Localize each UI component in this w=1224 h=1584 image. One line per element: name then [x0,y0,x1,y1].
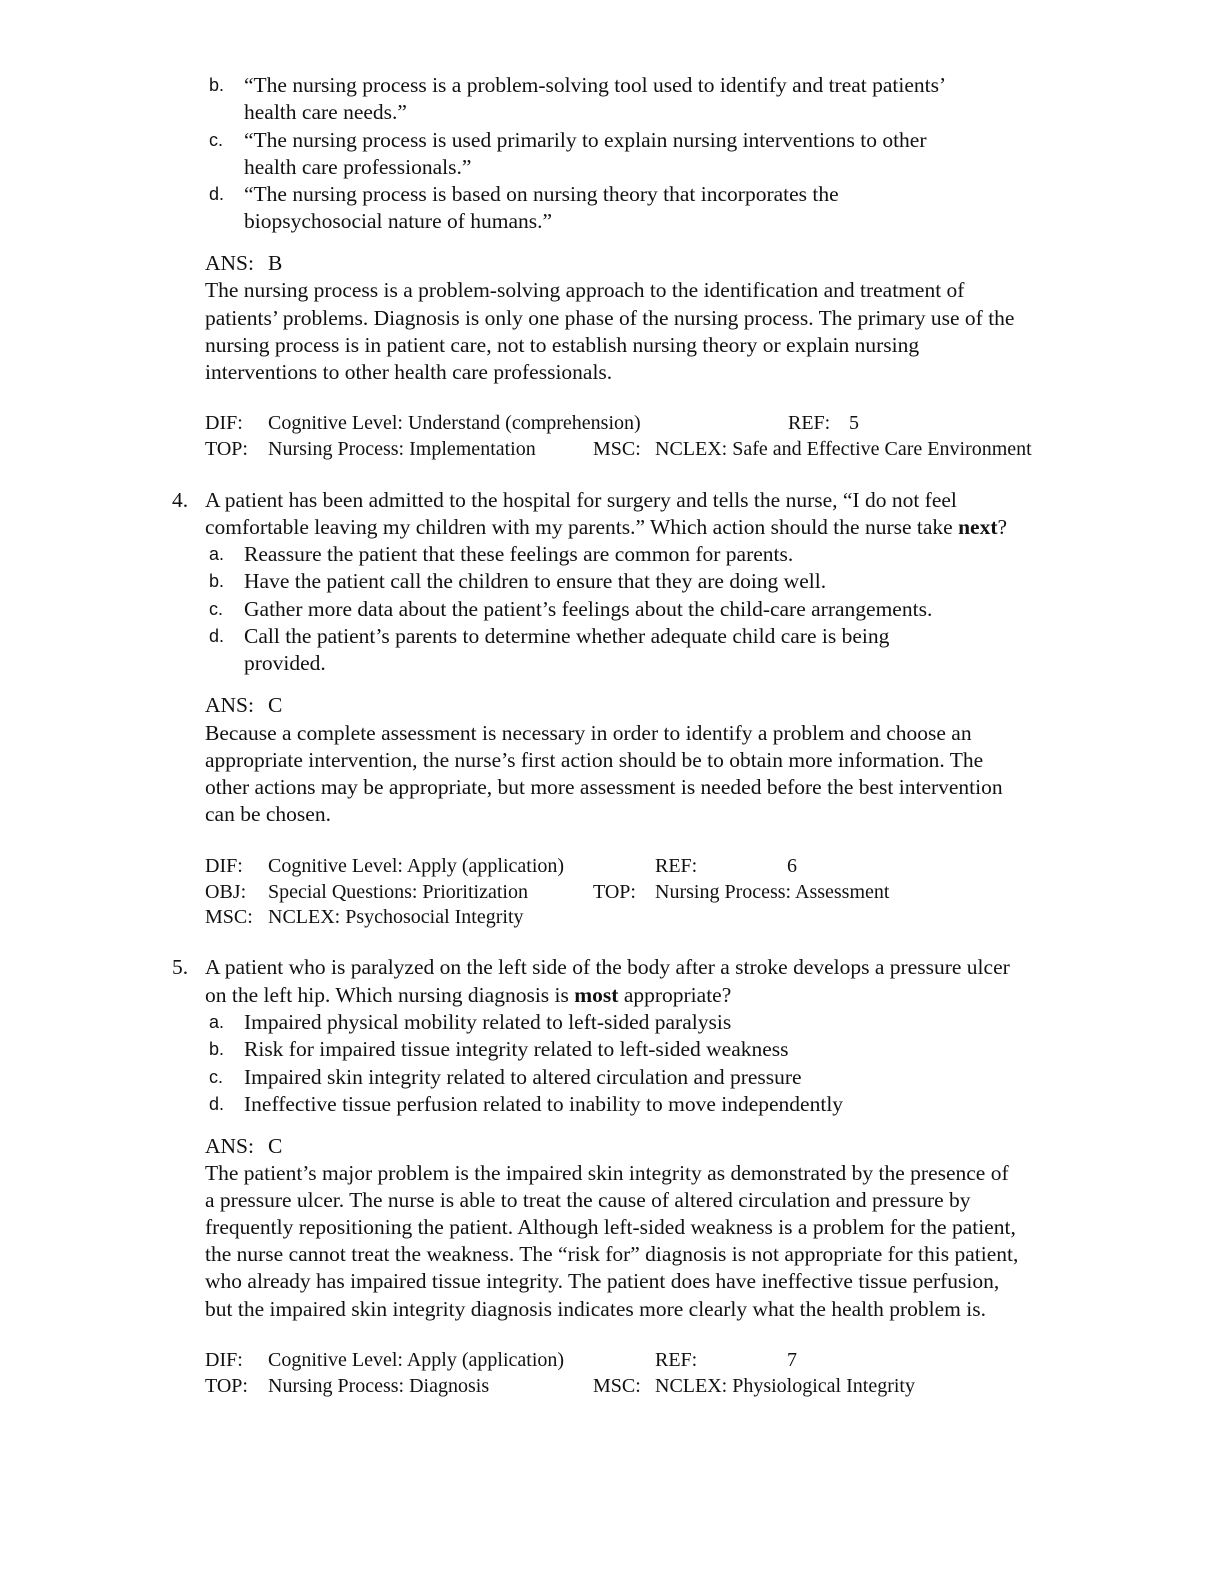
rationale-line: nursing process is in patient care, not to establish nursing theory or explain nursing [205,333,920,357]
question-stem-line: A patient has been admitted to the hospital for surgery and tells the nurse, “I do not feel [205,488,957,512]
option-letter: d. [209,184,225,204]
option-letter: b. [209,1039,225,1059]
msc-value: NCLEX: Psychosocial Integrity [268,906,524,928]
ref-value: 6 [787,855,797,877]
ref-label: REF: [655,1349,698,1371]
obj-label: OBJ: [205,881,247,903]
ref-value: 7 [787,1349,797,1371]
emphasis: next [958,515,998,539]
rationale-line: frequently repositioning the patient. Although left-sided weakness is a problem for the patient, [205,1215,1016,1239]
option-text-line: provided. [244,651,326,675]
msc-value: NCLEX: Safe and Effective Care Environment [655,438,1032,460]
top-value: Nursing Process: Assessment [655,881,890,903]
rationale-line: a pressure ulcer. The nurse is able to treat the cause of altered circulation and pressure by [205,1188,971,1212]
option-text-line: “The nursing process is a problem-solving tool used to identify and treat patients’ [244,73,947,97]
option-text-line: Gather more data about the patient’s feelings about the child-care arrangements. [244,597,933,621]
msc-label: MSC: [205,906,253,928]
rationale-line: other actions may be appropriate, but more assessment is needed before the best intervention [205,775,1003,799]
option-text-line: health care professionals.” [244,155,472,179]
dif-label: DIF: [205,1349,243,1371]
rationale-line: The nursing process is a problem-solving approach to the identification and treatment of [205,278,965,302]
msc-label: MSC: [593,1375,641,1397]
top-value: Nursing Process: Diagnosis [268,1375,490,1397]
option-text-line: Impaired skin integrity related to altered circulation and pressure [244,1065,802,1089]
top-label: TOP: [205,438,248,460]
answer-label: ANS: [205,693,254,717]
option-letter: b. [209,75,225,95]
option-letter: d. [209,626,225,646]
option-text-line: Ineffective tissue perfusion related to inability to move independently [244,1092,844,1116]
answer-value: C [268,693,283,717]
rationale-line: The patient’s major problem is the impaired skin integrity as demonstrated by the presence of [205,1161,1009,1185]
rationale-line: Because a complete assessment is necessary in order to identify a problem and choose an [205,721,972,745]
question-stem-line: on the left hip. Which nursing diagnosis is most appropriate? [205,983,732,1007]
rationale-line: interventions to other health care professionals. [205,360,613,384]
emphasis: most [574,983,619,1007]
dif-label: DIF: [205,412,243,434]
ref-label: REF: [788,412,831,434]
option-text-line: Risk for impaired tissue integrity related to left-sided weakness [244,1037,789,1061]
rationale-line: the nurse cannot treat the weakness. The “risk for” diagnosis is not appropriate for this patient, [205,1242,1019,1266]
option-text-line: “The nursing process is used primarily to explain nursing interventions to other [244,128,927,152]
dif-value: Cognitive Level: Understand (comprehension) [268,412,641,434]
rationale-line: who already has impaired tissue integrity. The patient does have ineffective tissue perfusion, [205,1269,1000,1293]
option-text-line: Reassure the patient that these feelings are common for parents. [244,542,794,566]
answer-value: B [268,251,283,275]
obj-value: Special Questions: Prioritization [268,881,528,903]
option-text-line: biopsychosocial nature of humans.” [244,209,553,233]
rationale-line: can be chosen. [205,802,331,826]
ref-value: 5 [849,412,859,434]
msc-value: NCLEX: Physiological Integrity [655,1375,915,1397]
rationale-line: patients’ problems. Diagnosis is only one phase of the nursing process. The primary use of the [205,306,1015,330]
dif-value: Cognitive Level: Apply (application) [268,855,565,877]
option-letter: d. [209,1094,225,1114]
option-letter: c. [209,1067,224,1087]
ref-label: REF: [655,855,698,877]
option-letter: a. [209,1012,225,1032]
option-text-line: Have the patient call the children to ensure that they are doing well. [244,569,827,593]
option-letter: c. [209,130,224,150]
question-number: 5. [172,955,189,979]
option-text-line: health care needs.” [244,100,407,124]
msc-label: MSC: [593,438,641,460]
dif-value: Cognitive Level: Apply (application) [268,1349,565,1371]
dif-label: DIF: [205,855,243,877]
top-label: TOP: [205,1375,248,1397]
question-number: 4. [172,488,189,512]
question-stem-line: comfortable leaving my children with my parents.” Which action should the nurse take next? [205,515,1008,539]
option-text-line: “The nursing process is based on nursing theory that incorporates the [244,182,839,206]
option-letter: c. [209,599,224,619]
top-label: TOP: [593,881,636,903]
answer-label: ANS: [205,251,254,275]
question-stem-line: A patient who is paralyzed on the left side of the body after a stroke develops a pressure ulcer [205,955,1010,979]
option-letter: a. [209,544,225,564]
answer-value: C [268,1134,283,1158]
option-text-line: Call the patient’s parents to determine whether adequate child care is being [244,624,890,648]
rationale-line: but the impaired skin integrity diagnosis indicates more clearly what the health problem is. [205,1297,986,1321]
option-text-line: Impaired physical mobility related to left-sided paralysis [244,1010,732,1034]
answer-label: ANS: [205,1134,254,1158]
option-letter: b. [209,571,225,591]
top-value: Nursing Process: Implementation [268,438,536,460]
rationale-line: appropriate intervention, the nurse’s first action should be to obtain more information. The [205,748,984,772]
